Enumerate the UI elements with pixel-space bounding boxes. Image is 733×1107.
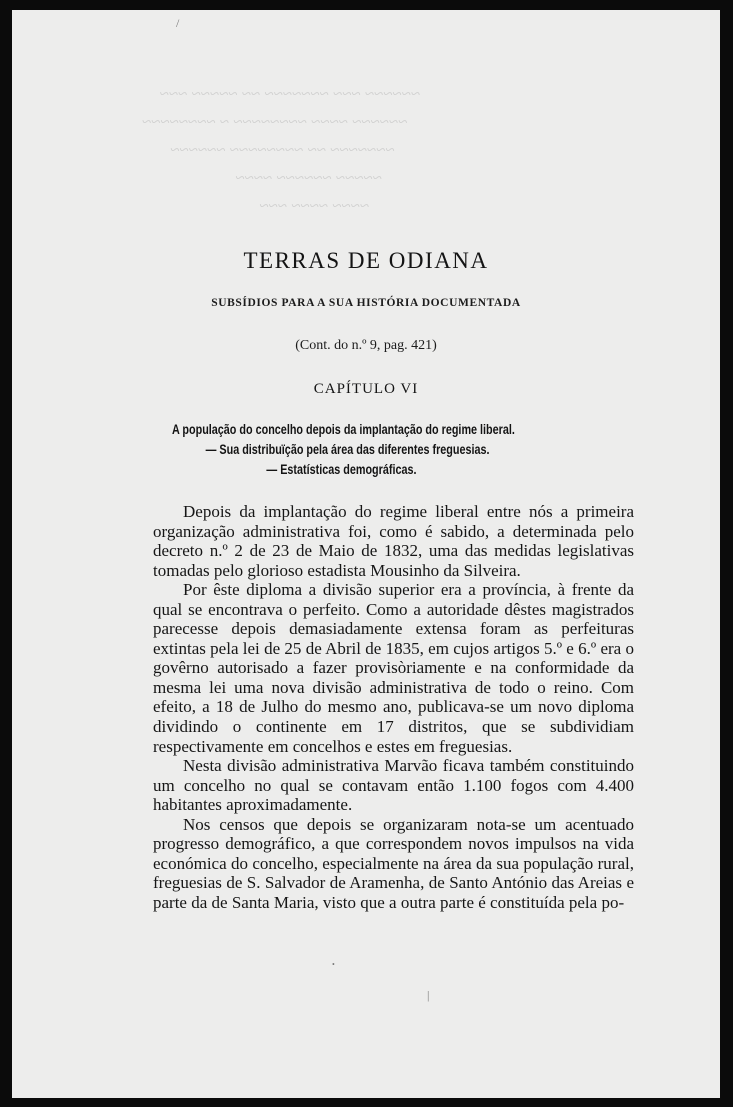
paragraph: Depois da implantação do regime liberal entre nós a primeira organização administrativa foi, como é sabido, a determinada pelo decreto n.º 2 de 23 de Maio de 1832, uma das medidas legislativas tomadas pelo glorioso estadista Mousinho da Silveira. [153,502,634,580]
bleed-through-texture: ~~~~~~ ~~~ ~~~~~~~ ~~ ~~~~~ ~~~ ~~~~~~ ~~~~ ~~~~~~~~ ~ ~~~~~~~~ ~~~~~~~ ~~ ~~~~~~~~ ~~~~~~ ~~~~~ ~~~~~~ ~~~~ ~~~~ ~~~~ ~~~ [142,84,421,215]
scan-speck: • [332,960,335,969]
chapter-summary [172,420,524,480]
paragraph: Por êste diploma a divisão superior era a província, à frente da qual se encontrava o perfeito. Como a autoridade dêstes magistrados parecesse depois demasiadamente extensa foram as perfeituras extintas pela lei de 25 de Abril de 1835, em cujos artigos 5.º e 6.º era o govêrno autorisado a fazer provisòriamente e na conformidade da mesma lei uma nova divisão administrativa de todo o reino. Com efeito, a 18 de Julho do mesmo ano, publicava-se um novo diploma dividindo o continente em 17 distritos, que se subdividiam respectivamente em concelhos e estes em freguesias. [153,580,634,756]
chapter-heading: CAPÍTULO VI [313,381,419,397]
paragraph: Nesta divisão administrativa Marvão ficava também constituindo um concelho no qual se contavam então 1.100 fogos com 4.400 habitantes aproximadamente. [153,756,634,815]
scan-speck: / [176,16,180,30]
summary-line: — Sua distribuïção pela área das diferentes freguesias. [205,442,490,457]
article-subtitle: SUBSÍDIOS PARA A SUA HISTÓRIA DOCUMENTADA [211,297,521,309]
scan-speck: | [427,988,430,1002]
continuation-note: (Cont. do n.º 9, pag. 421) [295,338,437,353]
body-text [153,502,634,912]
paragraph: Nos censos que depois se organizaram nota-se um acentuado progresso demográfico, a que correspondem novos impulsos na vida económica do concelho, especialmente na área da sua população rural, freguesias de S. Salvador de Aramenha, de Santo António das Areias e parte da de Santa Maria, visto que a outra parte é constituída pela po- [153,814,634,912]
scanned-page [12,10,720,1098]
summary-line: A população do concelho depois da implantação do regime liberal. [172,422,515,437]
article-title: TERRAS DE ODIANA [243,248,489,273]
summary-line: — Estatísticas demográficas. [266,462,417,477]
